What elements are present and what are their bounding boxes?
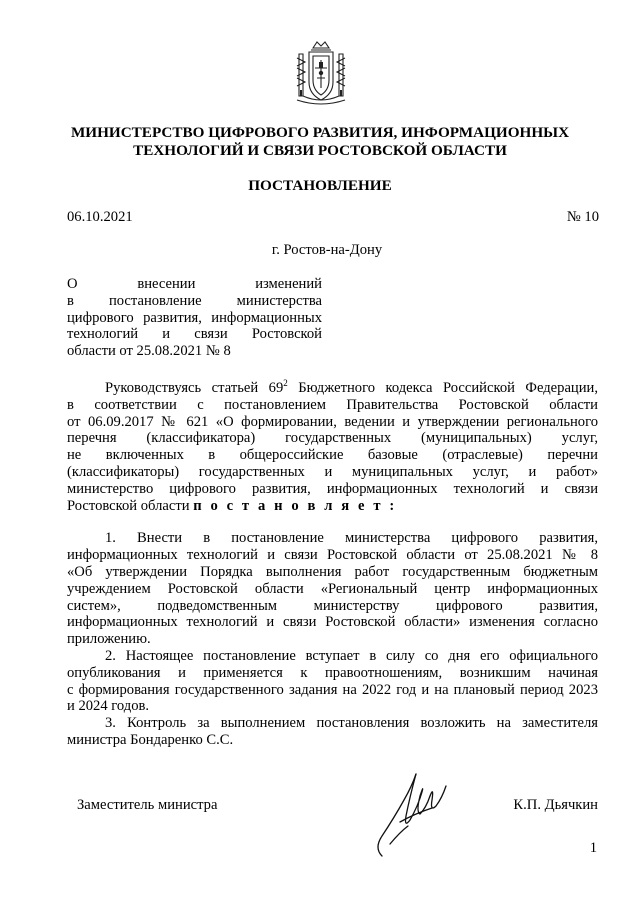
preamble-paragraph bbox=[67, 380, 598, 514]
document-subject bbox=[67, 276, 322, 360]
item-line: министра Бондаренко С.С. bbox=[67, 731, 234, 748]
page-number: 1 bbox=[589, 840, 597, 856]
preamble-text: Ростовской области bbox=[67, 497, 194, 514]
item-line: систем», подведомственным министерству цифрового развития, bbox=[67, 597, 598, 614]
item-line: учреждением Ростовской области «Региональный центр информационных bbox=[67, 580, 598, 597]
item-paragraph-1 bbox=[67, 530, 598, 648]
preamble-line: (классификаторы) государственных и муниципальных услуг, и работ» bbox=[67, 463, 598, 480]
ministry-name bbox=[40, 124, 600, 160]
preamble-line: министерство цифрового развития, информационных технологий и связи bbox=[67, 480, 598, 497]
item-line: 2. Настоящее постановление вступает в силу со дня его официального bbox=[105, 647, 598, 664]
document-type: ПОСТАНОВЛЕНИЕ bbox=[248, 177, 392, 194]
item-line: 3. Контроль за выполнением постановления возложить на заместителя bbox=[105, 715, 598, 732]
preamble-line: от 06.09.2017 № 621 «О формировании, ведении и утверждении регионального bbox=[67, 413, 598, 430]
signatory-name: К.П. Дьячкин bbox=[513, 797, 598, 813]
article-superscript: 2 bbox=[283, 378, 288, 388]
subject-line: области от 25.08.2021 № 8 bbox=[67, 343, 231, 360]
preamble-text: Руководствуясь статьей 69 bbox=[105, 380, 284, 396]
item-line: информационных технологий и связи Ростовской области» изменения согласно bbox=[67, 614, 598, 631]
item-line: опубликования и применяется к правоотношениям, возникшим начиная bbox=[67, 664, 598, 681]
resolves-keyword: п о с т а н о в л я е т : bbox=[193, 497, 397, 514]
coat-of-arms-emblem bbox=[293, 38, 349, 108]
item-paragraph-2 bbox=[67, 648, 598, 715]
preamble-line bbox=[67, 498, 598, 515]
item-paragraph-3 bbox=[67, 715, 598, 749]
subject-line: цифрового развития, информационных bbox=[67, 309, 322, 326]
handwritten-signature bbox=[360, 756, 460, 866]
document-date: 06.10.2021 bbox=[67, 209, 133, 225]
subject-line: О внесении изменений bbox=[67, 276, 322, 292]
item-line: с формирования государственного задания на 2022 год и на плановый период 2023 bbox=[67, 681, 598, 698]
item-line: и 2024 годов. bbox=[67, 698, 150, 715]
subject-line: технологий и связи Ростовской bbox=[67, 326, 322, 343]
signatory-title: Заместитель министра bbox=[77, 797, 218, 813]
document-number: № 10 bbox=[566, 209, 599, 225]
preamble-line: не включенных в общероссийские базовые (отраслевые) перечни bbox=[67, 447, 598, 464]
preamble-line: перечня (классификатора) государственных (муниципальных) услуг, bbox=[67, 430, 598, 447]
item-line: «Об утверждении Порядка выполнения работ государственным бюджетным bbox=[67, 563, 598, 580]
ministry-line-1: МИНИСТЕРСТВО ЦИФРОВОГО РАЗВИТИЯ, ИНФОРМАЦИОННЫХ bbox=[70, 124, 570, 141]
document-body bbox=[67, 380, 598, 749]
item-line: приложению. bbox=[67, 631, 151, 648]
subject-line: в постановление министерства bbox=[67, 292, 322, 309]
preamble-text: Бюджетного кодекса Российской Федерации, bbox=[287, 380, 598, 396]
item-line: 1. Внести в постановление министерства цифрового развития, bbox=[105, 530, 598, 547]
ministry-line-2: ТЕХНОЛОГИЙ И СВЯЗИ РОСТОВСКОЙ ОБЛАСТИ bbox=[133, 142, 507, 159]
preamble-line bbox=[67, 380, 598, 397]
preamble-line: в соответствии с постановлением Правительства Ростовской области bbox=[67, 396, 598, 413]
item-line: информационных технологий и связи Ростовской области от 25.08.2021 № 8 bbox=[67, 547, 598, 564]
city: г. Ростов-на-Дону bbox=[271, 242, 383, 258]
